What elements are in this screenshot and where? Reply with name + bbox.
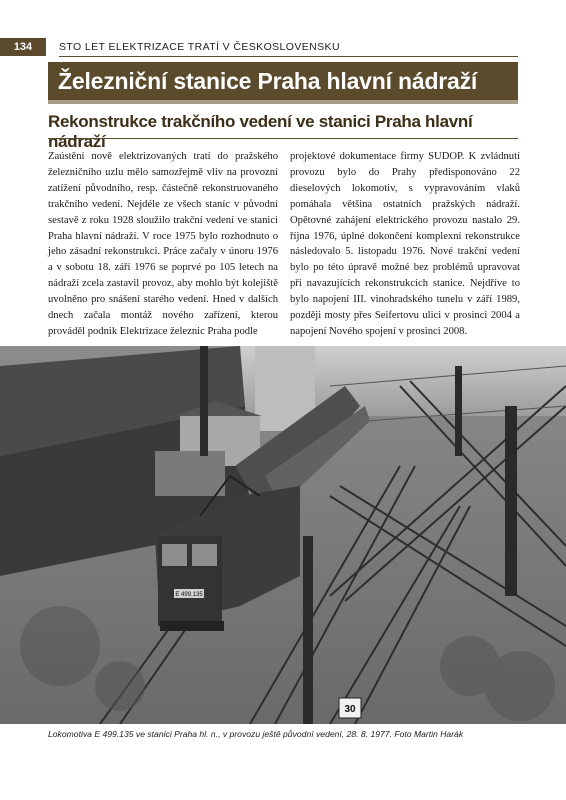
- signal-marker: 30: [344, 704, 356, 715]
- running-header: [0, 38, 566, 56]
- section-rule: [48, 138, 518, 139]
- chapter-title: Železniční stanice Praha hlavní nádraží: [58, 68, 478, 94]
- locomotive-photo: [0, 346, 566, 724]
- locomotive-plate: E 499.135: [175, 592, 203, 598]
- running-title: STO LET ELEKTRIZACE TRATÍ V ČESKOSLOVENSKU: [59, 41, 340, 53]
- header-rule: [59, 56, 518, 57]
- section-title: Rekonstrukce trakčního vedení ve stanici Praha hlavní nádraží: [48, 112, 473, 151]
- body-column-left: Zaústění nově elektrizovaných tratí do pražského železničního uzlu mělo samozřejmě vliv na provozní zatížení původního, resp. částečně rekonstruovaného trakčního vedení. Nejdéle ze všech staníc v původní sestavě z roku 1928 sloužilo trakční vedení ve stanici Praha hlavní nádraží. V roce 1975 bylo rozhodnuto o jeho zásadní rekonstrukci. Práce začaly v únoru 1976 a v sobotu 18. září 1976 se poprvé po 105 letech na nádraží zcela zastavil provoz, aby mohlo být kolejiště uvolněno pro snášení starého vedení. Hned v dalších dnech začala montáž nového zařízení, kterou prováděl podnik Elektrizace železnic Praha podle: [48, 151, 278, 337]
- photo-caption: Lokomotiva E 499.135 ve stanici Praha hl. n., v provozu ještě původní vedení, 28. 8. 1977. Foto Martin Harák: [48, 729, 464, 739]
- chapter-title-band: [48, 62, 518, 104]
- page-number: 134: [0, 38, 46, 56]
- body-column-right: projektové dokumentace firmy SUDOP. K zvládnutí provozu bylo do Prahy předisponováno 22 dieselových lokomotiv, s vypravováním vlaků pomáhala většina ostatních pražských nádraží. Opětovné zahájení elektrického provozu nastalo 29. října 1976, úplné dokončení komplexní rekonstrukce následovalo 5. listopadu 1976. Nové trakční vedení bylo po této úpravě možné bez problémů upravovat při navazujících rekonstrukcích stanice. Nejdříve to bylo napojení III. vinohradského tunelu v září 1989, později mosty přes Seifertovu ulici v prosinci 2004 a napojení Nového spojení v prosinci 2008.: [290, 151, 520, 337]
